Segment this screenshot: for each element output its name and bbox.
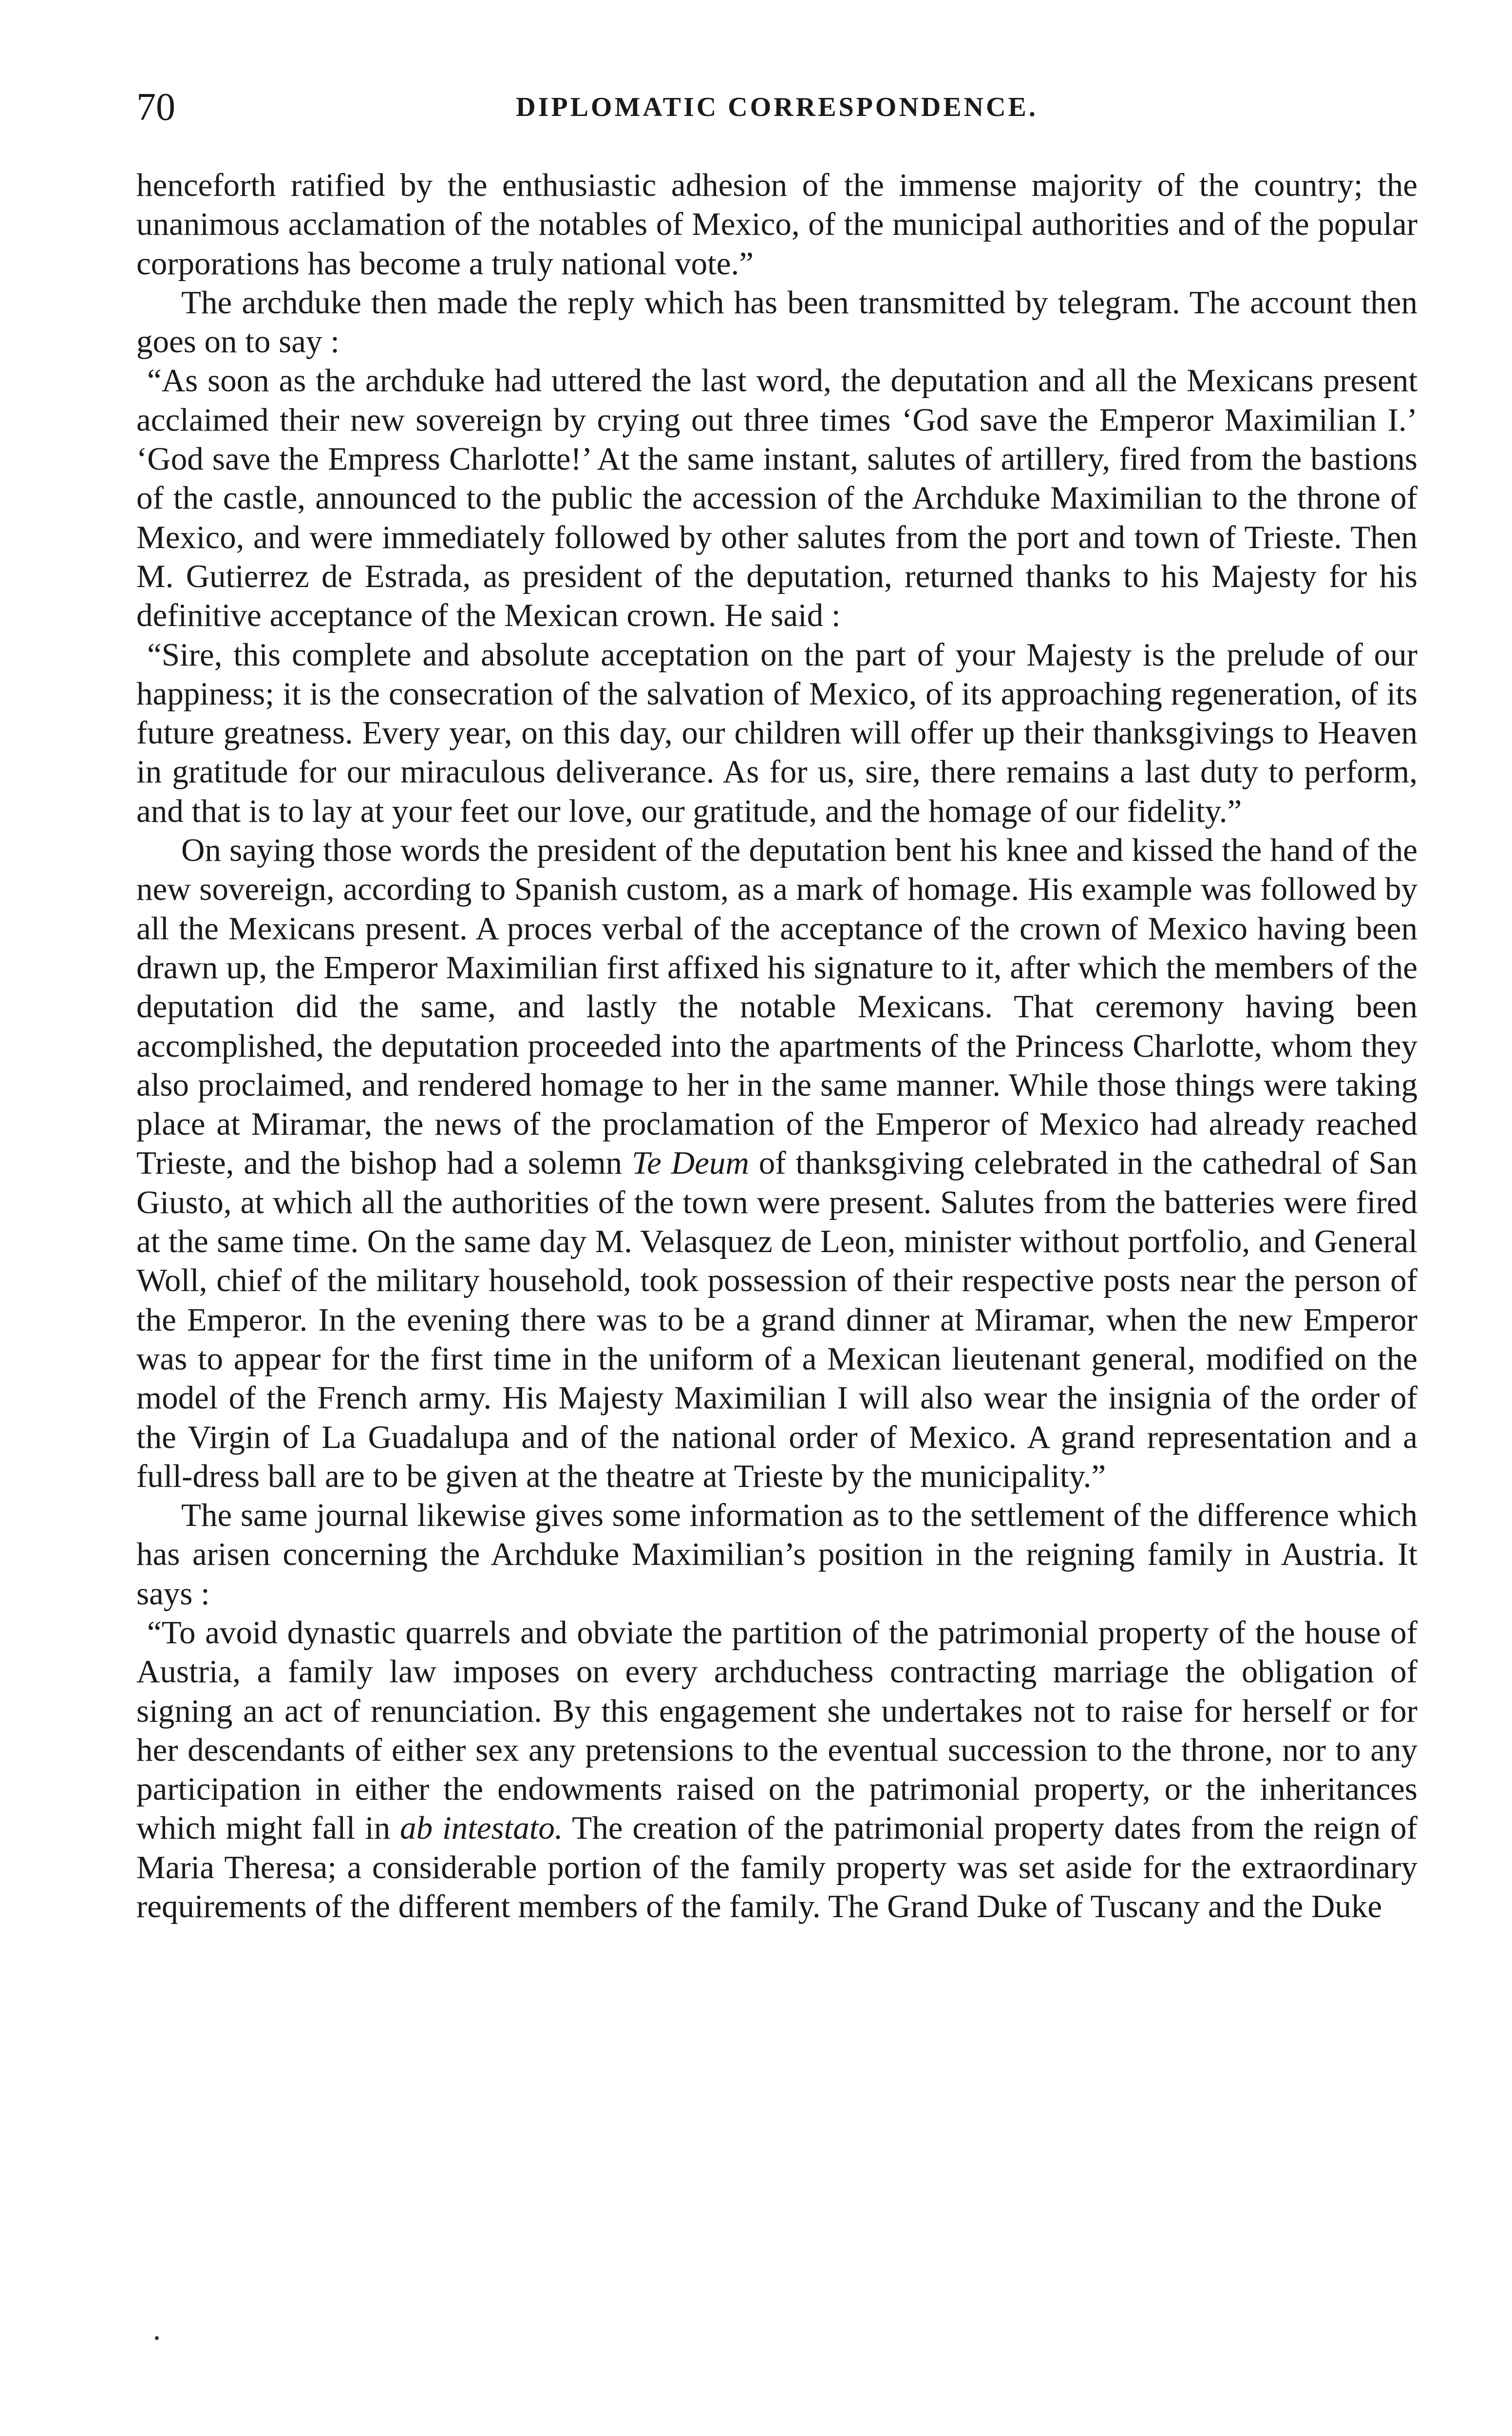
paragraph-quote-address: “Sire, this complete and absolute acceptation on the part of your Majesty is the prelude of our happiness; it is the consecration of the salvation of Mexico, of its approaching regeneration, of its future greatness. Every year, on this day, our children will offer up their thanksgivings to Heaven in gratitude for our miraculous deliverance. As for us, sire, there remains a last duty to perform, and that is to lay at your feet our love, our gratitude, and the homage of our fidelity.” [136, 636, 1418, 829]
paragraph-continued: henceforth ratified by the enthusiastic adhesion of the immense majority of the country; the unanimous acclamation of the notables of Mexico, of the municipal authorities and of the popular corporations has become a truly national vote.” [136, 167, 1418, 282]
page-header [136, 80, 1418, 134]
family-law-text-part-1: “To avoid dynastic quarrels and obviate the partition of the patrimonial property of the house of Austria, a family law imposes on every archduchess contracting marriage the obligation of signing an act of renunciation. By this engagement she undertakes not to raise for herself or for her descendants of either sex any pretensions to the eventual succession to the throne, nor to any participation in either the endowments raised on the patrimonial property, or the inheritances which might fall in [136, 1614, 1418, 1846]
text-body [136, 166, 1418, 1926]
paragraph-ceremony [136, 831, 1418, 1496]
ceremony-text-part-2: of thanksgiving celebrated in the cathedral of San Giusto, at which all the authorities of the town were present. Salutes from the batteries were fired at the same time. On the same day M. Velasquez de Leon, minister without portfolio, and General Woll, chief of the military household, took possession of their respective posts near the person of the Emperor. In the evening there was to be a grand dinner at Miramar, when the new Emperor was to appear for the first time in the uniform of a Mexican lieutenant general, modified on the model of the French army. His Majesty Maximilian I will also wear the insignia of the order of the Virgin of La Guadalupa and of the national order of Mexico. A grand representation and a full-dress ball are to be given at the theatre at Trieste by the municipality.” [136, 1145, 1418, 1494]
ceremony-text-part-1: On saying those words the president of the deputation bent his knee and kissed the hand of the new sovereign, according to Spanish custom, as a mark of homage. His example was followed by all the Mexicans present. A proces verbal of the acceptance of the crown of Mexico having been drawn up, the Emperor Maximilian first affixed his signature to it, after which the members of the deputation did the same, and lastly the notable Mexicans. That ceremony having been accomplished, the deputation proceeded into the apartments of the Princess Charlotte, whom they also proclaimed, and rendered homage to her in the same manner. While those things were taking place at Miramar, the news of the proclamation of the Emperor of Mexico had already reached Trieste, and the bishop had a solemn [136, 832, 1418, 1181]
running-title: DIPLOMATIC CORRESPONDENCE. [516, 92, 1038, 122]
family-law-text-part-2: The creation of the patrimonial property dates from the reign of Maria Theresa; a considerable portion of the family property was set aside for the extraordinary requirements of the different members of the family. The Grand Duke of Tuscany and the Duke [136, 1810, 1418, 1925]
paragraph-settlement: The same journal likewise gives some information as to the settlement of the difference which has arisen concerning the Archduke Maximilian’s position in the reigning family in Austria. It says : [136, 1497, 1418, 1612]
page-number: 70 [136, 86, 175, 129]
te-deum-italic: Te Deum [632, 1145, 749, 1181]
paragraph-quote-family-law [136, 1613, 1418, 1926]
paragraph-reply: The archduke then made the reply which has been transmitted by telegram. The account then goes on to say : [136, 284, 1418, 360]
paragraph-quote-acclamation: “As soon as the archduke had uttered the last word, the deputation and all the Mexicans present acclaimed their new sovereign by crying out three times ‘God save the Emperor Maximilian I.’ ‘God save the Empress Charlotte!’ At the same instant, salutes of artillery, fired from the bastions of the castle, announced to the public the accession of the Archduke Maximilian to the throne of Mexico, and were immediately followed by other salutes from the port and town of Trieste. Then M. Gutierrez de Estrada, as president of the deputation, returned thanks to his Majesty for his definitive acceptance of the Mexican crown. He said : [136, 362, 1418, 634]
ab-intestato-italic: ab intestato. [400, 1810, 563, 1846]
ink-speck [155, 2336, 159, 2340]
